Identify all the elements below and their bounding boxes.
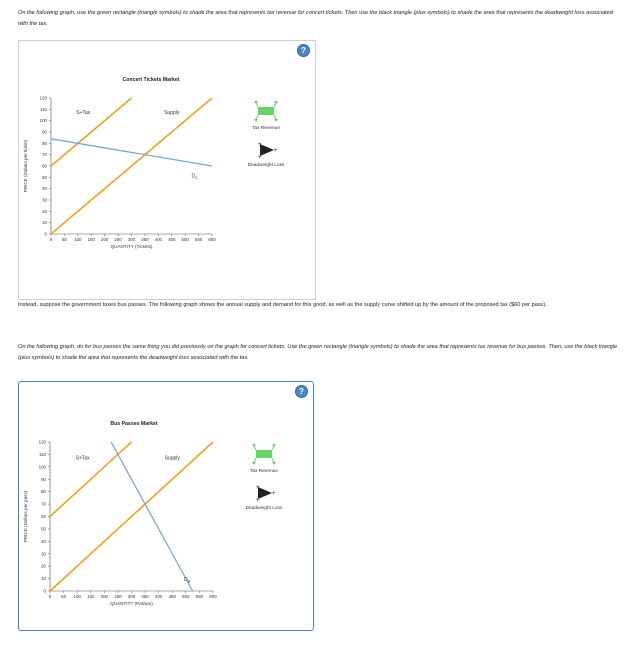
x-tick-label: 400	[155, 594, 163, 599]
x-tick-label: 550	[195, 594, 204, 599]
demand-curve	[111, 442, 193, 591]
triangle-icon	[274, 119, 278, 122]
demand-curve	[51, 139, 212, 166]
y-tick-label: 80	[42, 140, 47, 146]
y-tick-label: 60	[42, 163, 47, 169]
triangle-icon	[254, 100, 258, 103]
y-tick-label: 60	[41, 514, 46, 519]
x-tick-label: 0	[49, 237, 53, 242]
y-tick-label: 100	[38, 464, 46, 470]
y-tick-label: 40	[42, 186, 47, 192]
y-tick-label: 110	[40, 106, 47, 112]
x-tick-label: 450	[168, 237, 176, 242]
supply-curve	[51, 98, 212, 234]
y-tick-label: 10	[41, 576, 46, 582]
plus-icon: +	[272, 491, 276, 497]
bus-pass-paragraph: Instead, suppose the government taxes bus passes. The following graph shows the annual supply and demand for this good, as well as the supply curve shifted up by the amount of the proposed tax ($60 per pass).	[18, 302, 547, 308]
y-tick-label: 40	[41, 538, 46, 544]
legend-deadweight-loss: Deadweight Loss	[247, 163, 285, 168]
y-tick-label: 90	[42, 129, 47, 135]
plus-icon: +	[258, 155, 262, 161]
x-tick-label: 450	[168, 594, 176, 599]
supply-plus-tax-curve	[50, 442, 132, 517]
deadweight-loss-tool[interactable]	[256, 485, 276, 504]
y-tick-label: 20	[42, 208, 47, 214]
y-tick-label: 110	[39, 451, 46, 457]
x-tick-label: 100	[73, 594, 81, 599]
y-axis-label: PRICE (Dollars per pass)	[23, 490, 28, 543]
x-tick-label: 150	[87, 594, 95, 599]
legend	[227, 442, 307, 542]
y-tick-label: 100	[39, 118, 47, 124]
x-tick-label: 350	[141, 237, 149, 242]
y-tick-label: 120	[39, 95, 47, 101]
y-tick-label: 50	[41, 526, 46, 532]
y-tick-label: 20	[41, 563, 46, 569]
x-tick-label: 200	[100, 594, 108, 599]
x-tick-label: 150	[87, 237, 95, 242]
x-tick-label: 200	[101, 237, 109, 242]
y-tick-label: 30	[41, 551, 46, 557]
legend-tax-revenue: Tax Revenue	[252, 126, 280, 131]
supply-plus-tax-label: S+Tax	[75, 455, 90, 462]
deadweight-loss-tool[interactable]	[258, 142, 278, 161]
x-tick-label: 250	[114, 237, 122, 242]
legend	[229, 99, 309, 199]
triangle-icon	[254, 119, 258, 122]
supply-label: Supply	[164, 109, 180, 116]
plus-icon: +	[258, 142, 262, 148]
triangle-icon	[272, 462, 276, 465]
help-icon[interactable]: ?	[295, 385, 308, 398]
plus-icon: +	[274, 148, 278, 154]
y-axis-label: PRICE (Dollars per ticket)	[23, 139, 28, 193]
x-tick-label: 250	[114, 594, 122, 599]
y-tick-label: 70	[41, 501, 46, 507]
x-tick-label: 100	[74, 237, 82, 242]
triangle-icon	[252, 462, 256, 465]
supply-curve	[50, 442, 213, 591]
y-tick-label: 120	[38, 439, 46, 445]
help-icon[interactable]: ?	[297, 44, 310, 57]
x-tick-label: 500	[182, 594, 190, 599]
x-tick-label: 0	[48, 594, 52, 599]
triangle-icon	[274, 100, 278, 103]
legend-deadweight-loss: Deadweight Loss	[245, 506, 283, 511]
concert-graph-panel	[18, 40, 316, 300]
black-triangle-icon[interactable]	[258, 487, 272, 499]
y-tick-label: 30	[42, 197, 47, 203]
x-tick-label: 300	[127, 237, 136, 242]
demand-label: $D_B$	[184, 577, 191, 584]
y-tick-label: 50	[42, 174, 47, 180]
triangle-icon	[252, 443, 256, 446]
x-tick-label: 400	[154, 237, 162, 242]
y-tick-label: 90	[41, 476, 46, 482]
x-tick-label: 300	[127, 594, 136, 599]
tax-revenue-tool[interactable]	[252, 443, 276, 465]
x-axis-label: QUANTITY (Passes)	[110, 601, 153, 606]
triangle-icon	[272, 443, 276, 446]
plus-icon: +	[256, 485, 260, 491]
x-tick-label: 350	[141, 594, 149, 599]
tax-revenue-tool[interactable]	[254, 100, 278, 122]
x-tick-label: 500	[181, 237, 189, 242]
y-tick-label: 0	[44, 231, 47, 237]
y-tick-label: 70	[42, 152, 47, 158]
x-tick-label: 600	[208, 237, 216, 242]
x-tick-label: 550	[194, 237, 203, 242]
x-axis-label: QUANTITY (Tickets)	[110, 244, 153, 249]
x-tick-label: 50	[61, 237, 67, 242]
supply-label: Supply	[164, 455, 180, 462]
legend-tax-revenue: Tax Revenue	[250, 469, 278, 474]
green-rectangle-icon[interactable]	[258, 107, 274, 115]
instructions-concert: On the following graph, use the green rectangle (triangle symbols) to shade the area that represents tax revenue for concert tickets. Then use the black triangle (plus symbols) to shade the area that represents the deadweight loss associated with the tax.	[18, 10, 613, 27]
x-tick-label: 50	[61, 594, 67, 599]
supply-plus-tax-label: S+Tax	[76, 109, 91, 116]
chart-title: Bus Passes Market	[110, 421, 158, 427]
black-triangle-icon[interactable]	[260, 144, 274, 156]
chart-title: Concert Tickets Market	[122, 77, 180, 83]
y-tick-label: 80	[41, 489, 46, 495]
instructions-bus: On the following graph, do for bus passes the same thing you did previously on the graph for concert tickets. Use the green rectangle (triangle symbols) to shade the area that represents tax revenue for bus passes. Then, use the black triangle (plus symbols) to shade the area that represents the deadweight loss associated with the tax.	[18, 344, 618, 361]
x-tick-label: 600	[209, 594, 217, 599]
bus-graph-panel[interactable]	[18, 381, 314, 631]
y-tick-label: 10	[42, 220, 47, 226]
plus-icon: +	[256, 498, 260, 504]
demand-label: $D_C$	[191, 173, 198, 180]
green-rectangle-icon[interactable]	[256, 450, 272, 458]
y-tick-label: 0	[43, 588, 46, 594]
supply-plus-tax-curve	[51, 98, 132, 166]
